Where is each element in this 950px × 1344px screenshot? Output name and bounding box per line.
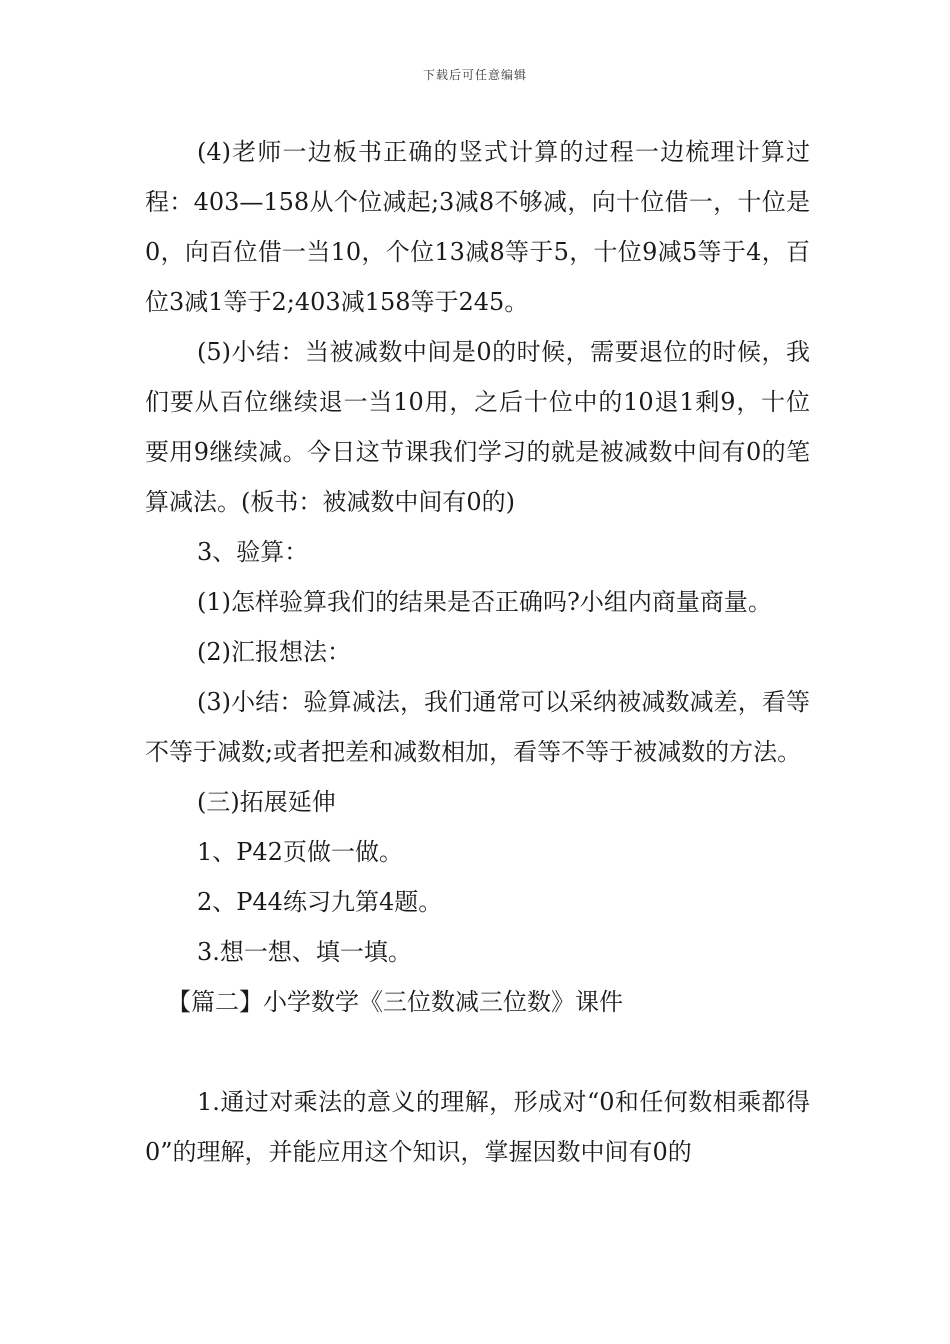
paragraph-extension-2: 2、P44练习九第4题。 xyxy=(197,888,443,916)
blank-line xyxy=(145,1027,810,1077)
header-note: 下载后可任意编辑 xyxy=(422,68,527,82)
paragraph-extension-3: 3.想一想、填一填。 xyxy=(197,938,412,966)
paragraph-objective-1: 1.通过对乘法的意义的理解，形成对“0和任何数相乘都得0”的理解，并能应用这个知识，掌握因数中间有0的 xyxy=(145,1088,810,1166)
paragraph-extension-1: 1、P42页做一做。 xyxy=(197,838,403,866)
paragraph-verification-1: (1)怎样验算我们的结果是否正确吗?小组内商量商量。 xyxy=(197,588,772,616)
paragraph-verification-3: (3)小结：验算减法，我们通常可以采纳被减数减差，看等不等于减数;或者把差和减数相加，看等不等于被减数的方法。 xyxy=(145,688,810,766)
paragraph-step-5-summary: (5)小结：当被减数中间是0的时候，需要退位的时候，我们要从百位继续退一当10用，之后十位中的10退1剩9，十位要用9继续减。今日这节课我们学习的就是被减数中间有0的笔算减法。(板书：被减数中间有0的) xyxy=(145,338,810,516)
paragraph-step-4: (4)老师一边板书正确的竖式计算的过程一边梳理计算过程：403—158从个位减起;3减8不够减，向十位借一，十位是0，向百位借一当10，个位13减8等于5，十位9减5等于4，百位3减1等于2;403减158等于245。 xyxy=(145,138,810,316)
section-heading: 【篇二】小学数学《三位数减三位数》课件 xyxy=(167,988,623,1016)
document-body xyxy=(145,127,810,1177)
paragraph-verification-title: 3、验算： xyxy=(197,538,309,566)
paragraph-verification-2: (2)汇报想法： xyxy=(197,638,351,666)
paragraph-extension-title: (三)拓展延伸 xyxy=(197,788,336,816)
